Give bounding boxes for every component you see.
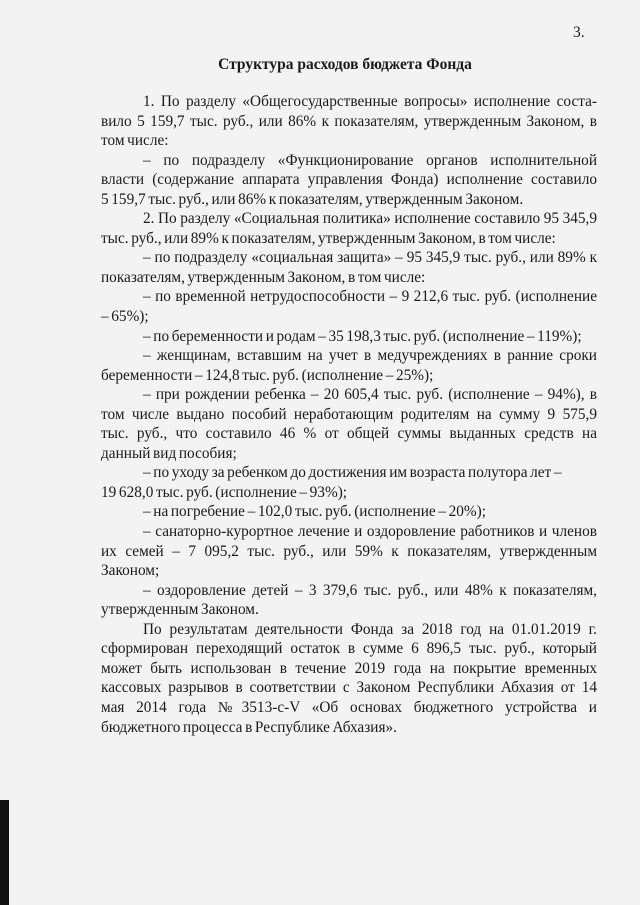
document-body [101,92,597,737]
paragraph-line: – по уходу за ребенком до достижения им возраста полутора лет – [143,464,562,482]
paragraph [101,502,597,522]
paragraph-line: том числе выдано пособий неработающим родителям на сумму 9 575,9 [101,405,597,423]
paragraph [101,581,597,620]
paragraph-line: 2. По разделу «Социальная политика» исполнение составило 95 345,9 [143,210,597,228]
paragraph [101,522,597,581]
paragraph-line: – 65%); [101,308,149,326]
paragraph [101,209,597,248]
paragraph-line: может быть использован в течение 2019 года на покрытие временных [101,659,597,677]
paragraph [101,346,597,385]
paragraph-line: – при рождении ребенка – 20 605,4 тыс. руб. (исполнение – 94%), в [143,386,597,404]
paragraph [101,385,597,463]
paragraph-line: – на погребение – 102,0 тыс. руб. (исполнение – 20%); [143,503,486,521]
page-number: 3. [573,24,585,41]
paragraph-line: показателям, утвержденным Законом, в том числе: [101,268,426,286]
paragraph-line: – по беременности и родам – 35 198,3 тыс. руб. (исполнение – 119%); [143,327,582,345]
paragraph [101,92,597,151]
scan-edge-mark [0,800,9,905]
paragraph-line: 5 159,7 тыс. руб., или 86% к показателям, утвержденным Законом. [101,190,524,208]
paragraph-line: мая 2014 года №3513-с-V «Об основах бюджетного устройства и [101,698,597,716]
document-title: Структура расходов бюджета Фонда [218,56,472,73]
paragraph-line: – санаторно-курортное лечение и оздоровление работников и членов [143,523,597,541]
paragraph-line: Законом; [101,562,160,580]
paragraph-line: данный вид пособия; [101,444,237,462]
paragraph-line: – оздоровление детей – 3 379,6 тыс. руб., или 48% к показателям, [143,581,597,599]
paragraph [101,620,597,737]
paragraph-line: тыс. руб., что составило 46 % от общей суммы выданных средств на [101,425,597,443]
paragraph [101,327,597,347]
paragraph [101,248,597,287]
paragraph [101,151,597,210]
paragraph-line: их семей – 7 095,2 тыс. руб., или 59% к показателям, утвержденным [101,542,597,560]
paragraph-line: утвержденным Законом. [101,601,259,619]
paragraph-line: том числе: [101,132,169,150]
paragraph [101,287,597,326]
paragraph-line: 1. По разделу «Общегосударственные вопросы» исполнение соста- [143,93,597,110]
paragraph-line: – женщинам, вставшим на учет в медучреждениях в ранние сроки [143,347,597,365]
paragraph-line: кассовых разрывов в соответствии с Законом Республики Абхазия от 14 [101,679,597,697]
paragraph-line: бюджетного процесса в Республике Абхазия». [101,718,397,736]
paragraph-line: 19 628,0 тыс. руб. (исполнение – 93%); [101,483,348,501]
paragraph-line: сформирован переходящий остаток в сумме 6 896,5 тыс. руб., который [101,640,597,658]
paragraph [101,463,597,502]
paragraph-line: беременности – 124,8 тыс. руб. (исполнение – 25%); [101,366,434,384]
paragraph-line: – по подразделу «социальная защита» – 95 345,9 тыс. руб., или 89% к [143,249,597,267]
paragraph-line: По результатам деятельности Фонда за 2018 год на 01.01.2019 г. [143,620,597,638]
paragraph-line: – по временной нетрудоспособности – 9 212,6 тыс. руб. (исполнение [143,288,597,306]
paragraph-line: власти (содержание аппарата управления Фонда) исполнение составило [101,171,597,189]
paragraph-line: – по подразделу «Функционирование органов исполнительной [143,151,597,169]
paragraph-line: вило 5 159,7 тыс. руб., или 86% к показателям, утвержденным Законом, в [101,112,597,130]
paragraph-line: тыс. руб., или 89% к показателям, утвержденным Законом, в том числе: [101,229,556,247]
